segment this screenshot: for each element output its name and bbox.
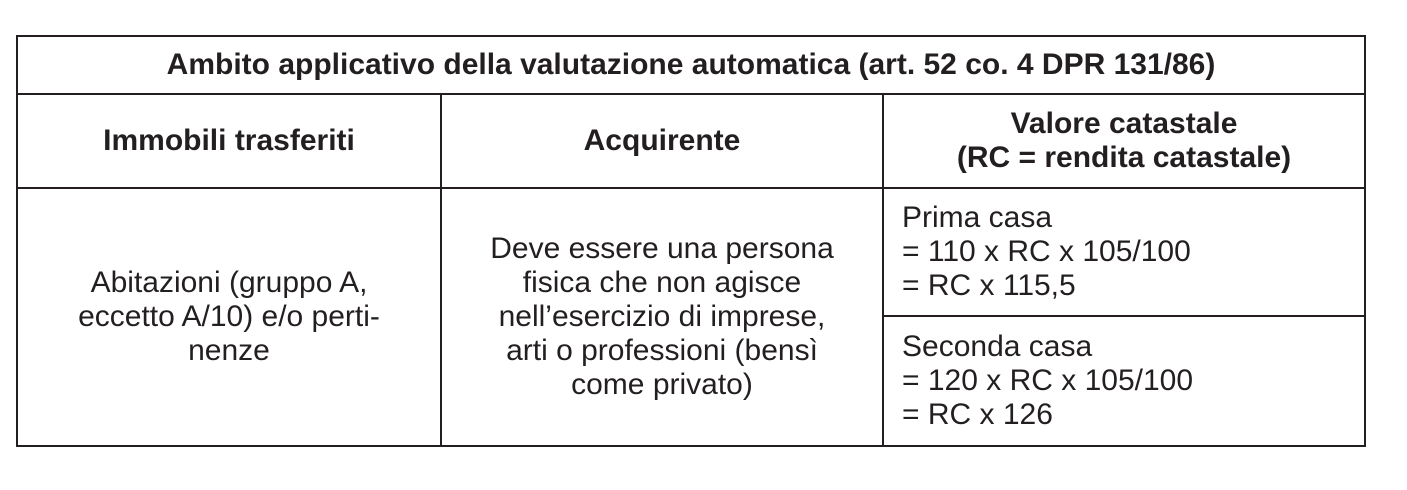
prima-casa-label: Prima casa: [902, 201, 1053, 234]
acquirente-line: fisica che non agisce: [522, 266, 802, 299]
table-title: Ambito applicativo della valutazione automatica (art. 52 co. 4 DPR 131/86): [18, 37, 1364, 95]
acquirente-line: nell’esercizio di imprese,: [498, 300, 826, 333]
immobili-line: Abitazioni (gruppo A,: [90, 266, 368, 299]
prima-casa-formula: = 110 x RC x 105/100: [902, 235, 1191, 268]
header-immobili-trasferiti: Immobili trasferiti: [18, 95, 442, 189]
immobili-line: nenze: [188, 334, 270, 367]
prima-casa-result: = RC x 115,5: [902, 269, 1076, 302]
acquirente-line: Deve essere una persona: [490, 232, 834, 265]
seconda-casa-formula: = 120 x RC x 105/100: [902, 364, 1194, 397]
acquirente-line: come privato): [571, 368, 753, 401]
valuation-table: [16, 35, 1366, 447]
seconda-casa-result: = RC x 126: [902, 398, 1053, 431]
header-valore-line1: Valore catastale: [1010, 107, 1238, 140]
cell-prima-casa: [884, 189, 1364, 317]
cell-acquirente: [442, 189, 884, 445]
cell-seconda-casa: [884, 317, 1364, 445]
header-acquirente: Acquirente: [442, 95, 884, 189]
header-valore-catastale: [884, 95, 1364, 189]
acquirente-line: arti o professioni (bensì: [506, 334, 818, 367]
seconda-casa-label: Seconda casa: [902, 330, 1093, 363]
header-valore-line2: (RC = rendita catastale): [956, 141, 1292, 174]
cell-immobili: [18, 189, 442, 445]
immobili-line: eccetto A/10) e/o perti-: [78, 300, 380, 333]
